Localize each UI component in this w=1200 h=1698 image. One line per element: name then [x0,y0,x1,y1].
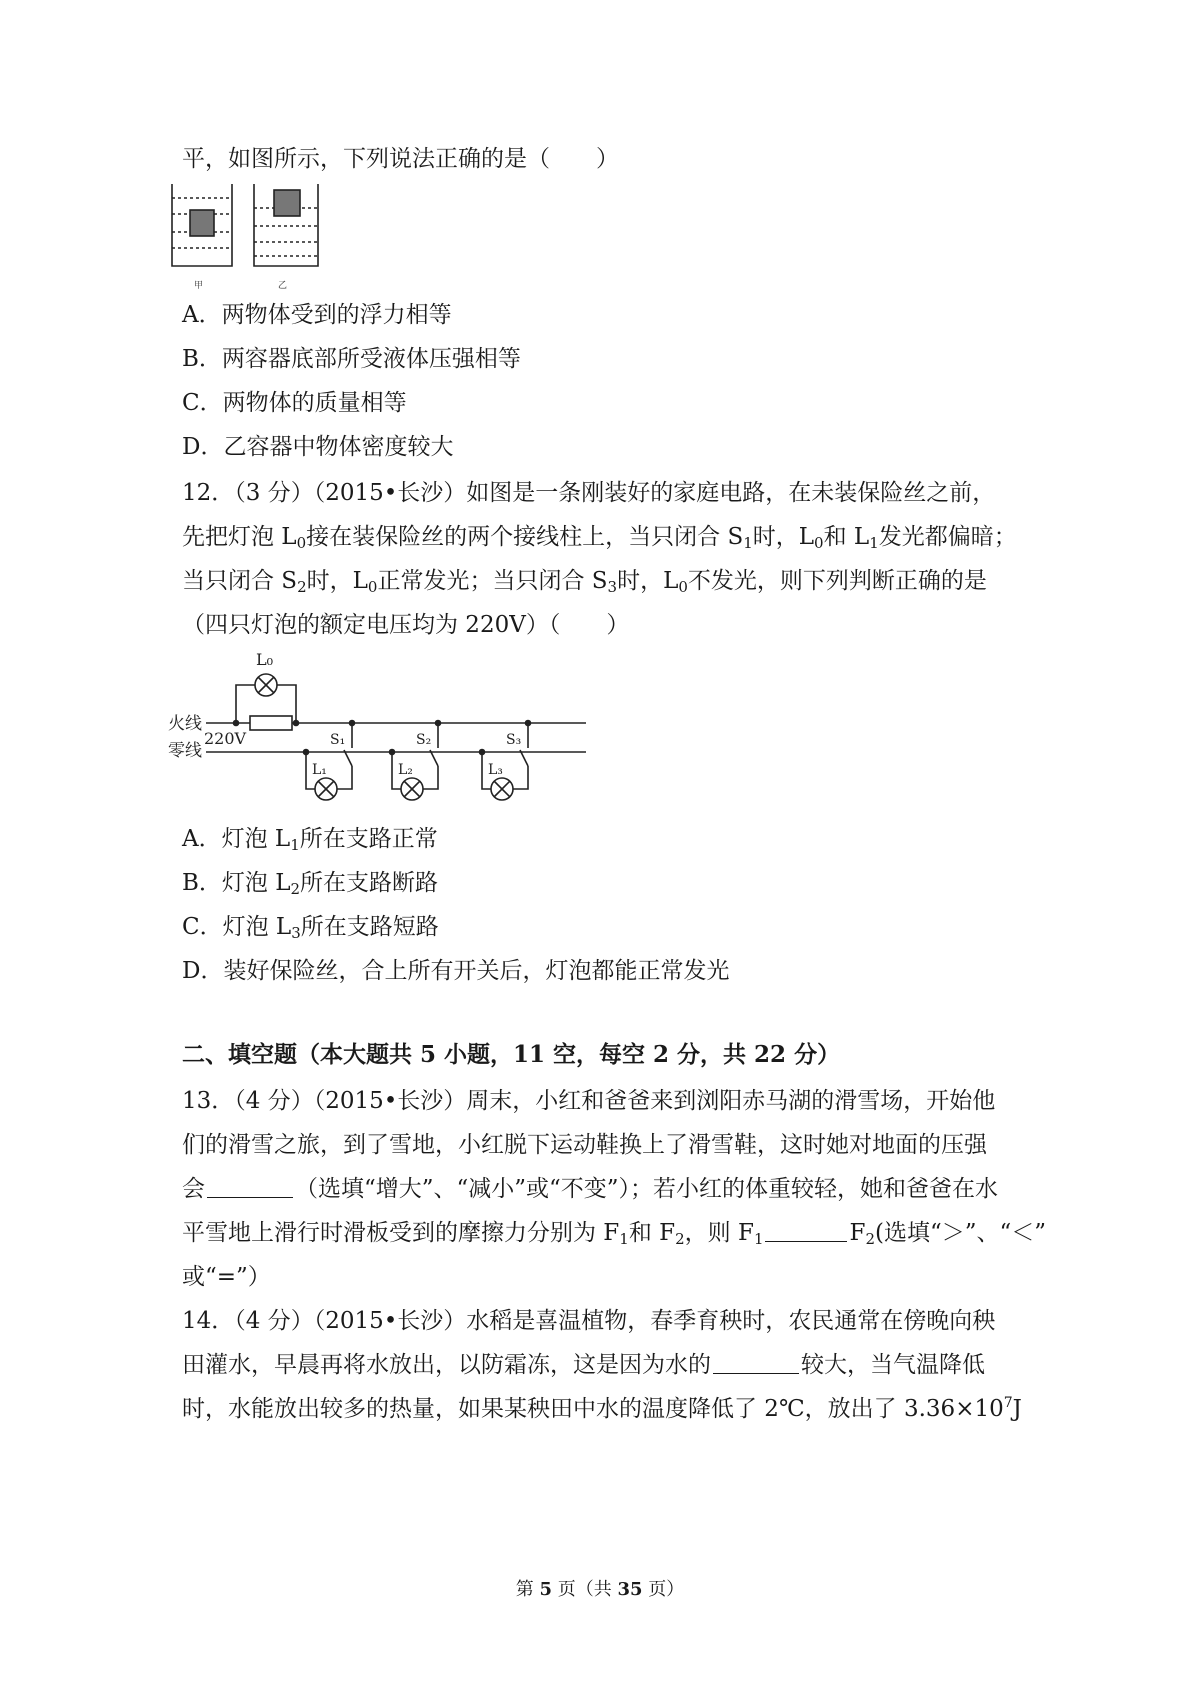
q12-option-a: A．灯泡 $L_1$所在支路正常 [182,826,438,854]
q11-beakers-figure [168,180,328,296]
q11-option-d: D．乙容器中物体密度较大 [182,434,454,460]
label-s2: S₂ [416,732,432,748]
q13-line-3: 会 （选填“增大”、“减小”或“不变”）；若小红的体重较轻，她和爸爸在水 [182,1176,999,1202]
q12-line-3: 当只闭合 $S_2$时，$L_0$正常发光；当只闭合 $S_3$时，$L_0$不发光，则下列判断正确的是 [182,568,987,596]
label-l0: L₀ [256,652,274,669]
q13-line-4: 平雪地上滑行时滑板受到的摩擦力分别为 $F_1$和 $F_2$，则 $F_1$ $F_2$(选填“＞”、“＜” [182,1220,1047,1248]
q13-line-1: 13．（4 分）（2015•长沙）周末，小红和爸爸来到浏阳赤马湖的滑雪场，开始他 [182,1088,996,1114]
label-jia: 甲 [194,281,204,291]
fuse [250,716,292,730]
q11-option-c: C．两物体的质量相等 [182,390,407,416]
q12-line-4: （四只灯泡的额定电压均为 220V）（ ） [182,612,630,638]
page-footer: 第 5 页（共 35 页） [515,1579,685,1600]
answer-blank-1[interactable] [207,1177,293,1198]
label-s1: S₁ [330,732,346,748]
label-live: 火线 [168,714,202,734]
page-total: 35 [617,1579,643,1600]
label-l3: L₃ [488,762,503,778]
page-number: 5 [539,1579,552,1600]
q14-line-1: 14．（4 分）（2015•长沙）水稻是喜温植物，春季育秧时，农民通常在傍晚向秧 [182,1308,996,1334]
q14-line-2: 田灌水，早晨再将水放出，以防霜冻，这是因为水的 较大，当气温降低 [182,1352,985,1378]
q12-option-c: C．灯泡 $L_3$所在支路短路 [182,914,439,942]
q14-line-3: 时，水能放出较多的热量，如果某秧田中水的温度降低了 2℃，放出了 $3.36\times 10^7J$ [182,1395,1022,1422]
q12-option-d: D．装好保险丝，合上所有开关后，灯泡都能正常发光 [182,958,730,984]
q12-circuit-figure [166,652,606,830]
answer-blank-3[interactable] [713,1353,799,1374]
label-neutral: 零线 [168,741,202,761]
q13-line-2: 们的滑雪之旅，到了雪地，小红脱下运动鞋换上了滑雪鞋，这时她对地面的压强 [182,1132,987,1158]
q11-option-a: A．两物体受到的浮力相等 [182,302,452,328]
beaker-jia [172,184,232,266]
answer-blank-2[interactable] [765,1221,847,1242]
label-yi: 乙 [278,281,288,291]
label-voltage: 220V [204,729,247,748]
q11-stem: 平，如图所示，下列说法正确的是（ ） [182,146,619,172]
beaker-yi [254,184,318,266]
q12-line-2: 先把灯泡 $L_0$接在装保险丝的两个接线柱上，当只闭合 $S_1$时，$L_0$和 $L_1$发光都偏暗； [182,524,1017,552]
q12-option-b: B．灯泡 $L_2$所在支路断路 [182,870,439,898]
q12-line-1: 12．（3 分）（2015•长沙）如图是一条刚装好的家庭电路，在未装保险丝之前， [182,480,996,506]
label-l1: L₁ [312,762,327,778]
q11-option-b: B．两容器底部所受液体压强相等 [182,346,521,372]
label-s3: S₃ [506,732,522,748]
section-title: 二、填空题（本大题共 5 小题，11 空，每空 2 分，共 22 分） [182,1041,841,1068]
q13-line-5: 或“=”） [182,1264,271,1290]
label-l2: L₂ [398,762,413,778]
